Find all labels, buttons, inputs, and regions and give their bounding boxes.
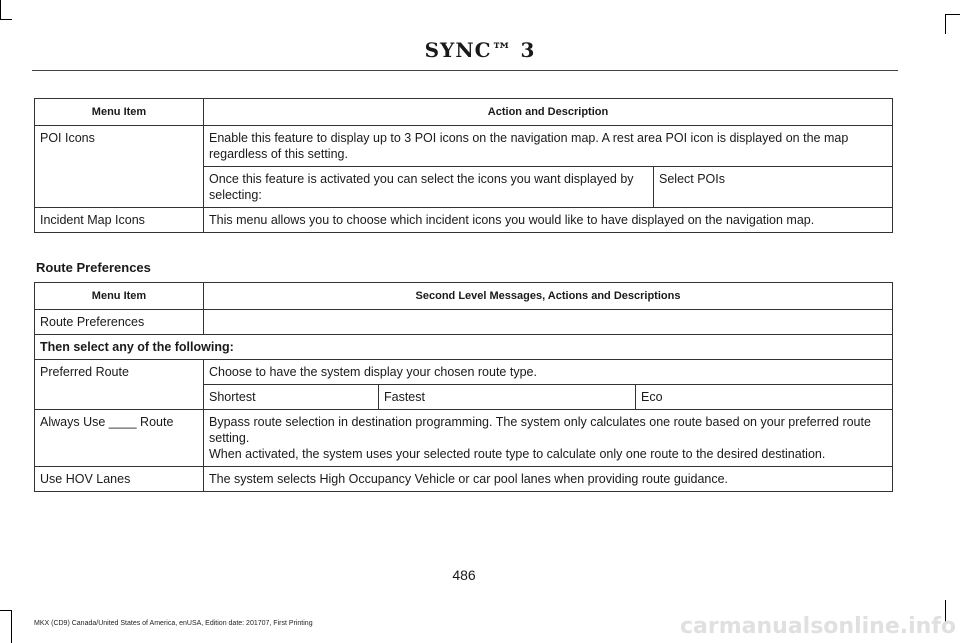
menu-item-cell: Route Preferences xyxy=(35,310,204,335)
crop-mark xyxy=(0,0,1,20)
column-header-menu-item: Menu Item xyxy=(35,283,204,310)
table-row xyxy=(35,126,893,208)
column-header-action: Action and Description xyxy=(204,99,893,126)
crop-mark xyxy=(945,14,946,34)
crop-mark xyxy=(0,19,12,20)
description-cell xyxy=(204,126,893,208)
route-options-row xyxy=(204,384,892,409)
sub-description: Once this feature is activated you can select the icons you want displayed by selecting: xyxy=(209,172,634,202)
page-number: 486 xyxy=(452,567,476,583)
table-row xyxy=(35,310,893,335)
table-row xyxy=(35,410,893,467)
description-cell: This menu allows you to choose which incident icons you would like to have displayed on the navigation map. xyxy=(204,208,893,233)
description-text: Bypass route selection in destination programming. The system only calculates one route based on your preferred route setting. xyxy=(209,415,871,445)
menu-item-cell: Always Use ____ Route xyxy=(35,410,204,467)
crop-mark xyxy=(945,14,960,15)
description-cell xyxy=(204,310,893,335)
menu-item-cell: Incident Map Icons xyxy=(35,208,204,233)
then-select-row: Then select any of the following: xyxy=(35,335,893,360)
table-header-row xyxy=(35,283,893,310)
page-title: SYNC™ 3 xyxy=(424,38,536,62)
description-cell xyxy=(204,360,893,410)
description-cell xyxy=(204,410,893,467)
table-row xyxy=(35,208,893,233)
column-header-messages: Second Level Messages, Actions and Descriptions xyxy=(204,283,893,310)
description-text: Enable this feature to display up to 3 POI icons on the navigation map. A rest area POI icon is displayed on the map regardless of this setting. xyxy=(209,131,849,161)
sub-option: Select POIs xyxy=(653,167,892,207)
crop-mark xyxy=(11,610,12,643)
menu-table-poi xyxy=(34,98,893,233)
watermark: carmanualsonline.info xyxy=(680,614,956,639)
route-option-eco: Eco xyxy=(635,385,892,409)
column-header-menu-item: Menu Item xyxy=(35,99,204,126)
description-cell: The system selects High Occupancy Vehicle or car pool lanes when providing route guidance. xyxy=(204,467,893,492)
route-option-fastest: Fastest xyxy=(378,385,635,409)
menu-item-cell: POI Icons xyxy=(35,126,204,208)
table-row xyxy=(35,360,893,410)
description-text: Choose to have the system display your chosen route type. xyxy=(209,365,537,379)
description-text: When activated, the system uses your selected route type to calculate only one route to the desired destination. xyxy=(209,447,826,461)
table-row xyxy=(35,335,893,360)
table-row xyxy=(35,467,893,492)
table-header-row xyxy=(35,99,893,126)
footer-text: MKX (CD9) Canada/United States of America, enUSA, Edition date: 201707, First Printing xyxy=(34,620,313,627)
header-divider xyxy=(32,70,898,71)
menu-item-cell: Use HOV Lanes xyxy=(35,467,204,492)
route-option-shortest: Shortest xyxy=(209,390,256,404)
menu-table-route xyxy=(34,282,893,492)
menu-item-cell: Preferred Route xyxy=(35,360,204,410)
section-heading: Route Preferences xyxy=(36,260,151,275)
sub-row xyxy=(204,166,892,207)
